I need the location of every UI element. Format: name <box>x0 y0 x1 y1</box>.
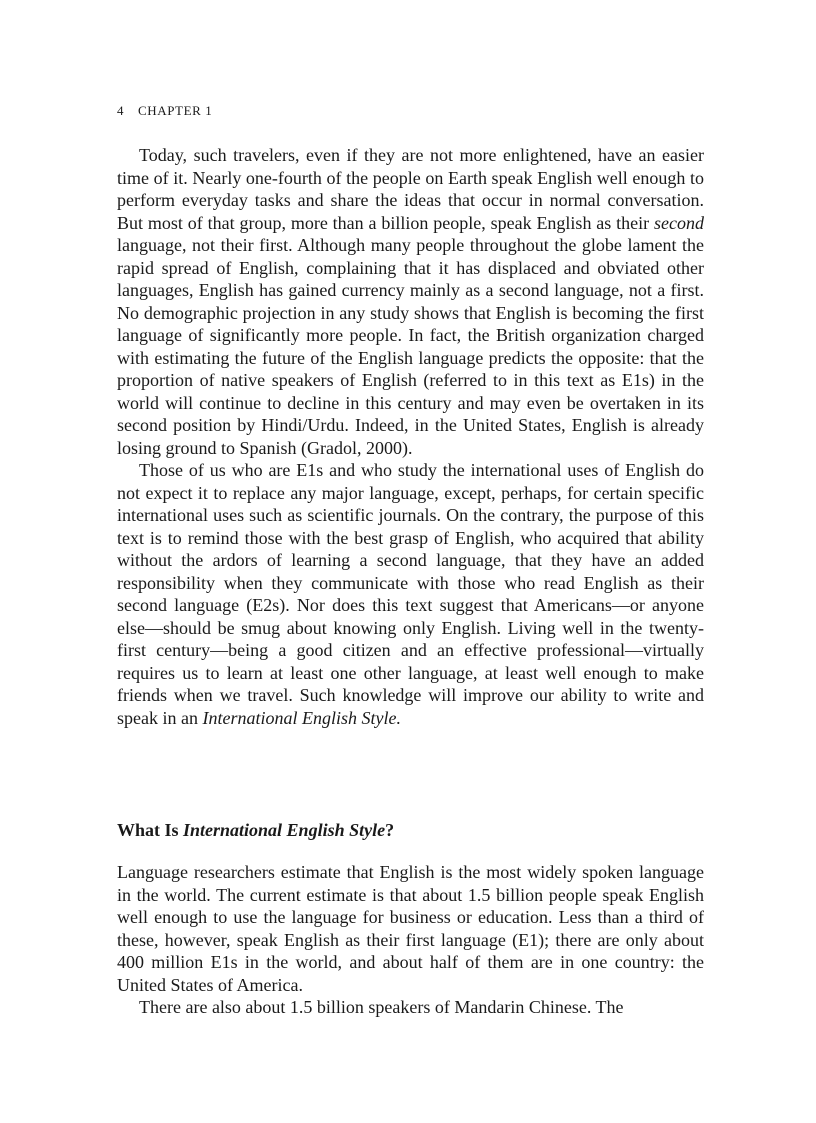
body-text <box>117 144 704 729</box>
paragraph-1-text-b: language, not their first. Although many people throughout the globe lament the rapid spread of English, complaining that it has displaced and obviated other languages, English has gained currency mainly as a second language, not a first. No demographic projection in any study shows that English is becoming the first language of significantly more people. In fact, the British organization charged with estimating the future of the English language predicts the opposite: that the proportion of native speakers of English (referred to in this text as E1s) in the world will continue to decline in this century and may even be overtaken in its second position by Hindi/Urdu. Indeed, in the United States, English is already losing ground to Spanish (Gradol, 2000). <box>117 235 704 458</box>
section-heading-italic: International English Style <box>183 820 386 840</box>
section-paragraph-2: There are also about 1.5 billion speakers of Mandarin Chinese. The <box>139 997 624 1017</box>
section-body <box>117 861 704 1019</box>
paragraph-2-emphasis: International English Style. <box>202 707 401 728</box>
section-paragraph-1: Language researchers estimate that English is the most widely spoken language in the world. The current estimate is that about 1.5 billion people speak English well enough to use the language for business or education. Less than a third of these, however, speak English as their first language (E1); there are only about 400 million E1s in the world, and about half of them are in one country: the United States of America. <box>117 862 704 995</box>
running-head <box>117 103 212 119</box>
section-heading <box>117 818 704 842</box>
section-heading-prefix: What Is <box>117 820 184 840</box>
paragraph-1-text-a: Today, such travelers, even if they are not more enlightened, have an easier time of it. Nearly one-fourth of the people on Earth speak English well enough to perform everyday tasks and share the ideas that occur in normal conversation. But most of that group, more than a billion people, speak English as their <box>117 145 704 233</box>
paragraph-1 <box>117 144 704 459</box>
paragraph-2 <box>117 459 704 729</box>
page-number: 4 <box>117 103 125 118</box>
chapter-label: CHAPTER 1 <box>137 103 213 118</box>
paragraph-1-emphasis: second <box>654 212 704 233</box>
section-heading-suffix: ? <box>385 820 395 840</box>
paragraph-2-text-a: Those of us who are E1s and who study the international uses of English do not expect it to replace any major language, except, perhaps, for certain specific international uses such as scientific journals. On the contrary, the purpose of this text is to remind those with the best grasp of English, who acquired that ability without the ardors of learning a second language, that they have an added responsibility when they communicate with those who read English as their second language (E2s). Nor does this text suggest that Americans—or anyone else—should be smug about knowing only English. Living well in the twenty-first century—being a good citizen and an effective professional—virtually requires us to learn at least one other language, at least well enough to make friends when we travel. Such knowledge will improve our ability to write and speak in an <box>117 460 704 728</box>
